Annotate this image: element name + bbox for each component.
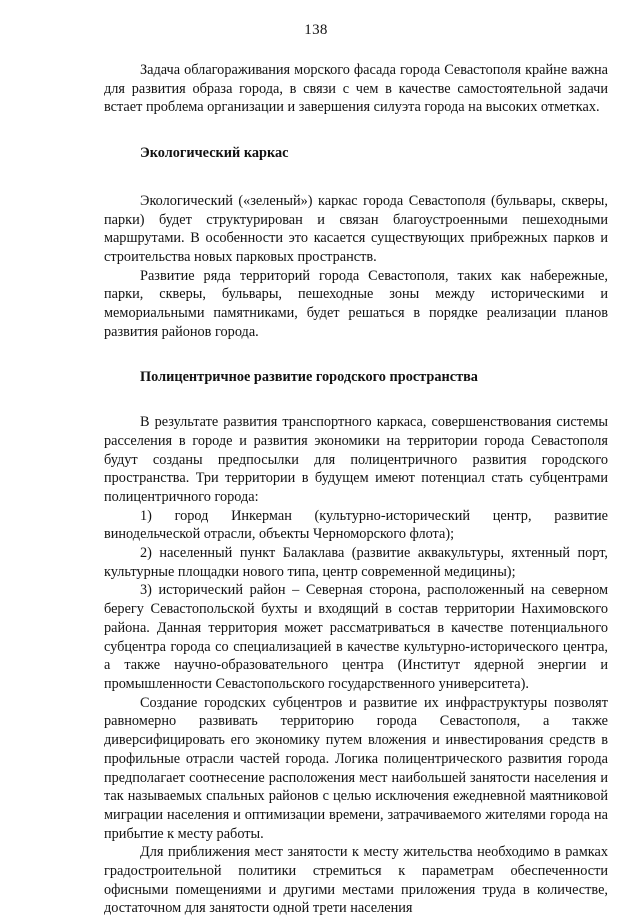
page-content xyxy=(104,61,608,918)
list-item-northern-side: 3) исторический район – Северная сторона, расположенный на северном берегу Севастопольской бухты и входящий в состав территории Нахимовского района. Данная территория может рассматриваться в качестве потенциального субцентра города со специализацией в качестве культурно-исторического центра, а также научно-образовательного центра (Институт ядерной энергии и промышленности Севастопольского государственного университета). xyxy=(104,582,608,692)
list-item-balaklava: 2) населенный пункт Балаклава (развитие аквакультуры, яхтенный порт, культурные площадки нового типа, центр современной медицины); xyxy=(104,545,608,580)
page-number: 138 xyxy=(304,22,328,38)
paragraph-polycentric-intro: В результате развития транспортного каркаса, совершенствования системы расселения в городе и развития экономики на территории города Севастополя будут созданы предпосылки для полицентричного развития городского пространства. Три территории в будущем имеют потенциал стать субцентрами полицентричного города: xyxy=(104,414,608,505)
paragraph-territory-development: Развитие ряда территорий города Севастополя, таких как набережные, парки, скверы, бульвары, пешеходные зоны между историческими и мемориальными памятниками, будет решаться в порядке реализации планов развития районов города. xyxy=(104,267,608,340)
heading-ecological-framework: Экологический каркас xyxy=(140,145,289,162)
paragraph-seafront: Задача облагораживания морского фасада города Севастополя крайне важна для развития образа города, в связи с чем в качестве самостоятельной задачи встает проблема организации и завершения силуэта города на высоких отметках. xyxy=(104,62,608,116)
heading-polycentric-development: Полицентричное развитие городского пространства xyxy=(140,369,478,386)
list-item-inkerman: 1) город Инкерман (культурно-исторический центр, развитие винодельческой отрасли, объекты Черноморского флота); xyxy=(104,507,608,543)
paragraph-green-framework: Экологический («зеленый») каркас города Севастополя (бульвары, скверы, парки) будет структурирован и связан благоустроенными пешеходными маршрутами. В особенности это касается существующих прибрежных парков и строительства новых парковых пространств. xyxy=(104,192,608,265)
paragraph-employment: Для приближения мест занятости к месту жительства необходимо в рамках градостроительной политики стремиться к параметрам обеспеченности офисными помещениями и другими местами приложения труда в количестве, достаточном для занятости одной трети населения xyxy=(104,844,608,917)
paragraph-subcenters: Создание городских субцентров и развитие их инфраструктуры позволят равномерно развивать территорию города Севастополя, а также диверсифицировать его экономику путем вложения и инвестирования средств в профильные отрасли частей города. Логика полицентрического развития города предполагает соотнесение расположения мест наибольшей занятости населения и так называемых спальных районов с целью исключения ежедневной маятниковой миграции населения и оптимизации времени, затрачиваемого жителями города на прибытие к месту работы. xyxy=(104,694,608,842)
